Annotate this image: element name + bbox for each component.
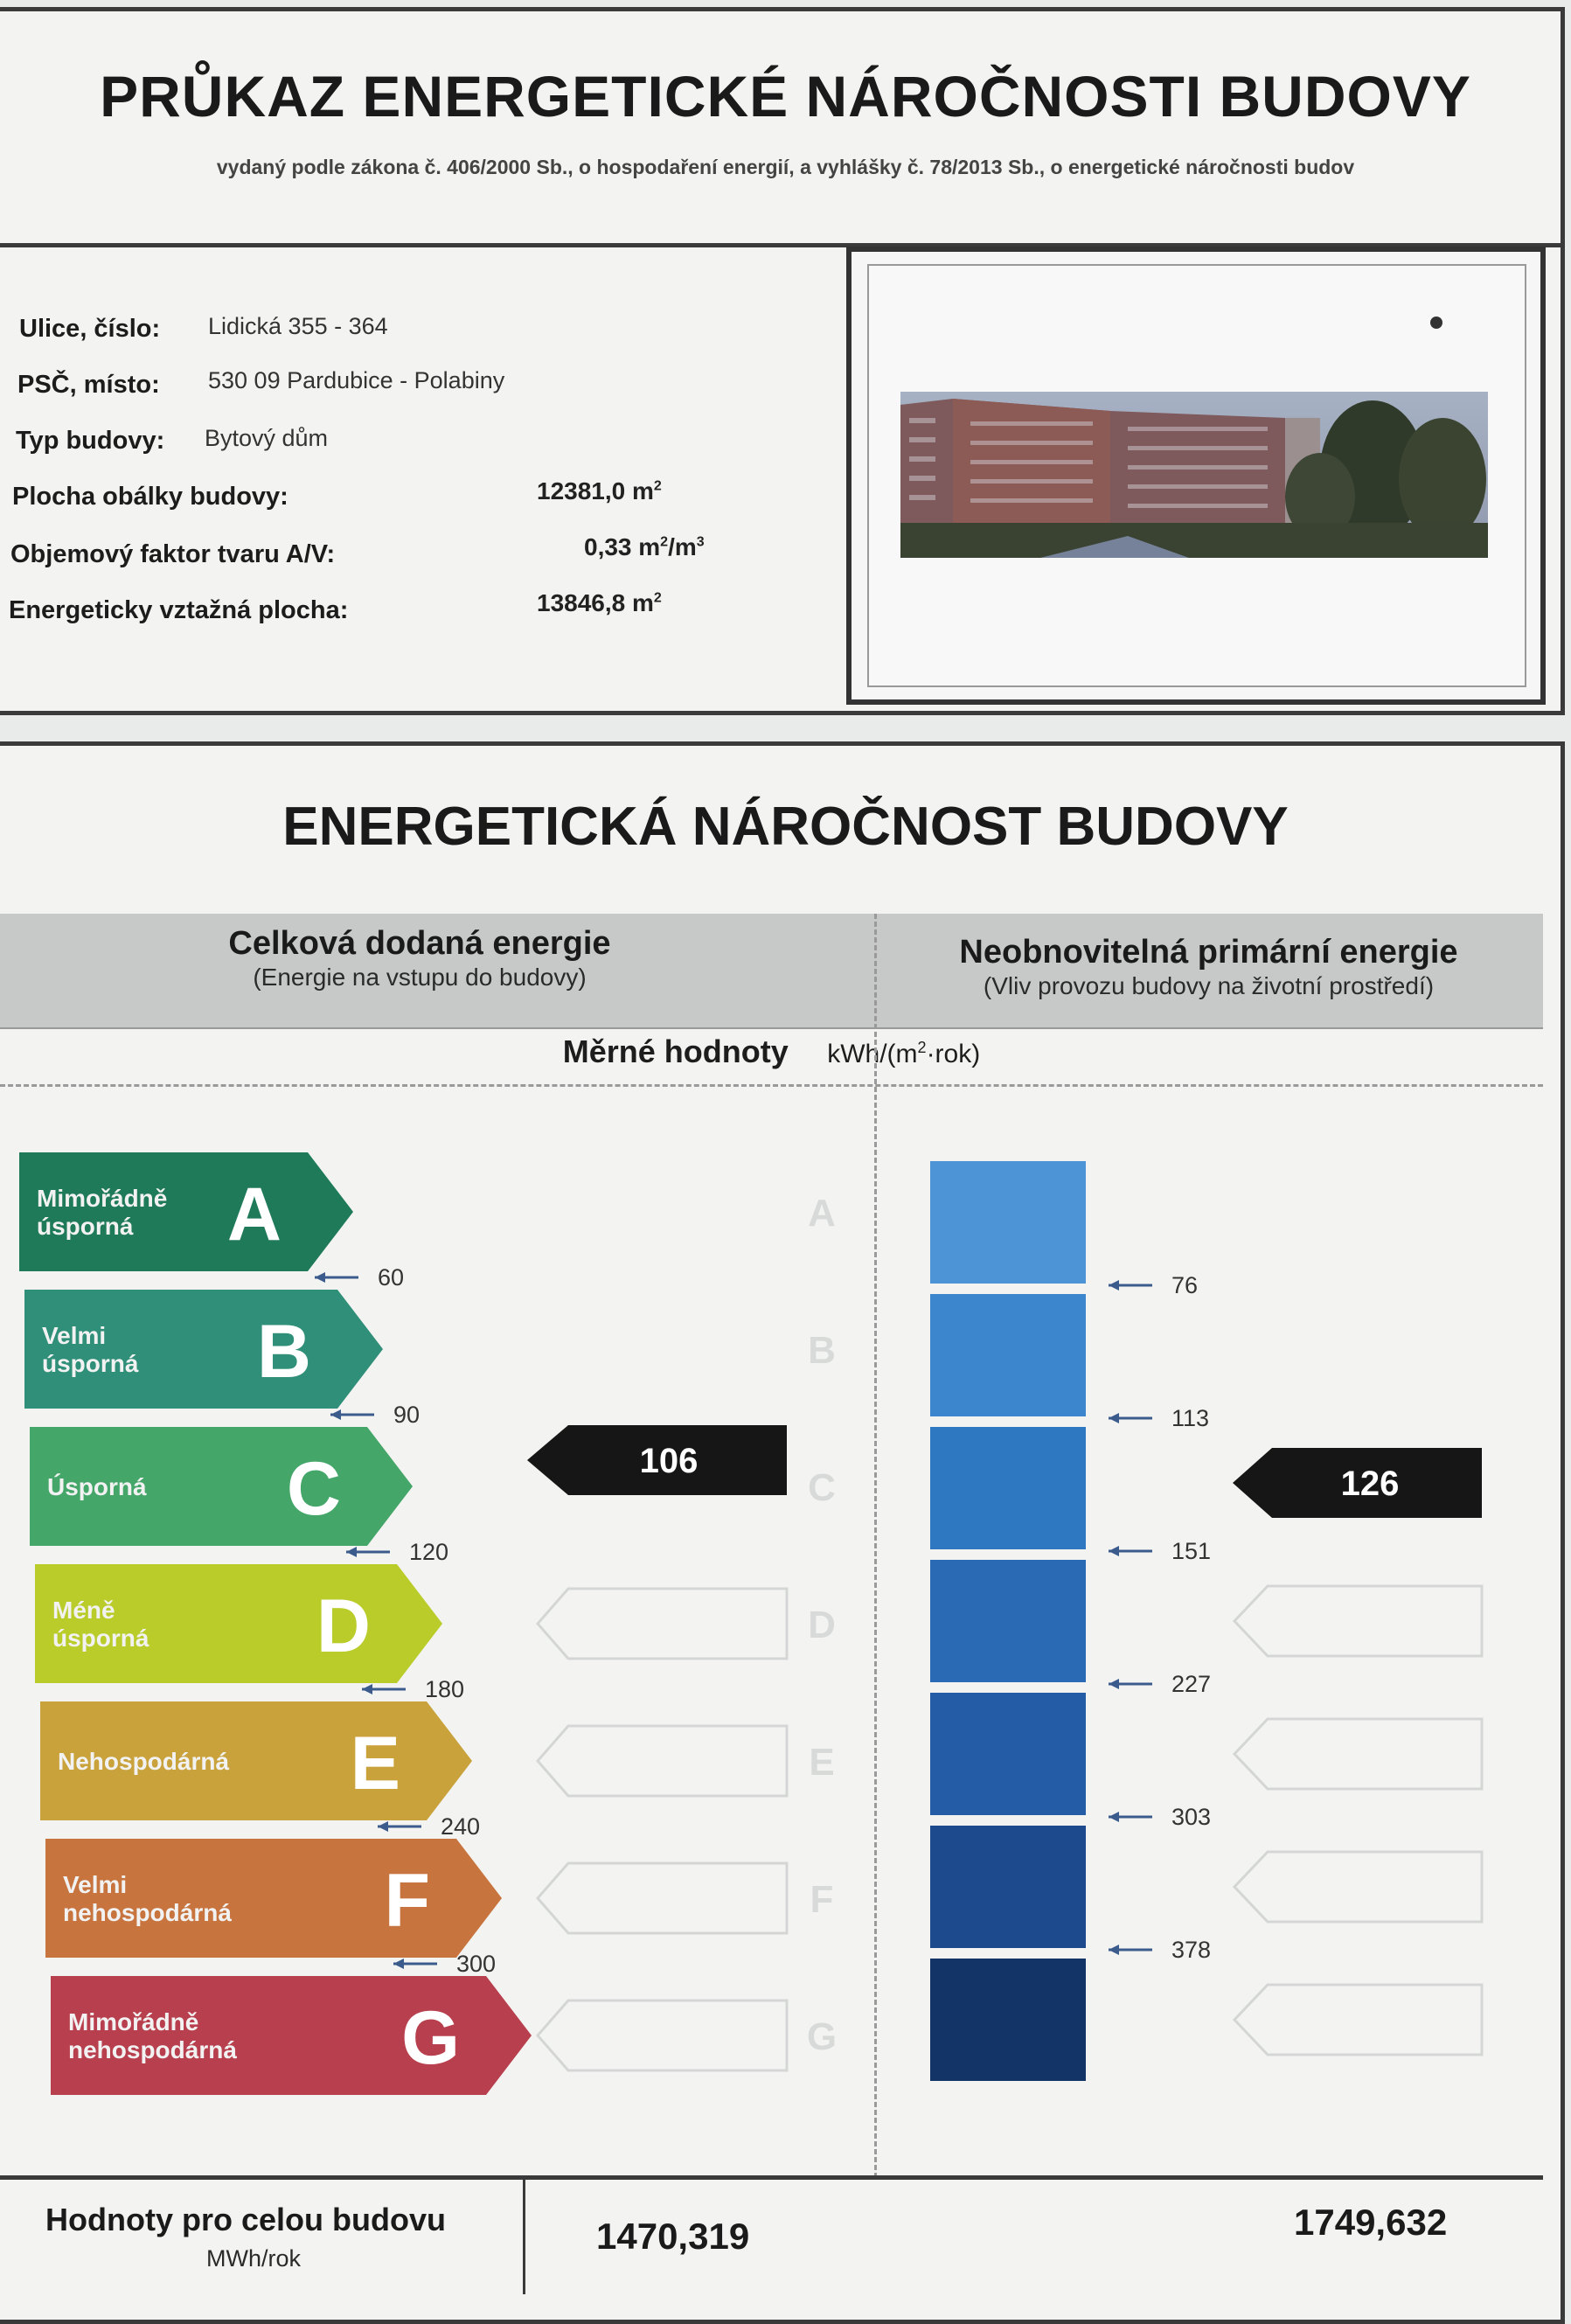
boundary-label: 90 bbox=[393, 1402, 421, 1428]
delivered-value: 106 bbox=[639, 1442, 699, 1480]
band-label-a: úsporná bbox=[37, 1213, 134, 1240]
primary-boundary-303 bbox=[1109, 1804, 1211, 1830]
primary-boundary-227 bbox=[1109, 1671, 1211, 1697]
units-divider bbox=[0, 1084, 1543, 1087]
units-row bbox=[0, 1033, 1543, 1070]
band-letter-g: G bbox=[401, 1996, 460, 2080]
primary-bar-e bbox=[930, 1693, 1086, 1815]
arrowhead-icon bbox=[378, 1821, 388, 1832]
band-label-e: Nehospodárná bbox=[58, 1748, 230, 1775]
ghost-indicator-d bbox=[538, 1589, 787, 1659]
boundary-label: 60 bbox=[378, 1264, 405, 1291]
band-shape-d bbox=[35, 1564, 442, 1683]
primary-boundary-label: 151 bbox=[1171, 1538, 1212, 1564]
type-value: Bytový dům bbox=[205, 425, 329, 451]
area-value: 13846,8 $m^2$ bbox=[537, 589, 662, 616]
band-shape-b bbox=[24, 1290, 383, 1409]
band-label-g: nehospodárná bbox=[68, 2036, 237, 2063]
totals-label: Hodnoty pro celou budovu bbox=[45, 2202, 446, 2237]
band-f bbox=[45, 1839, 502, 1958]
type-label: Typ budovy: bbox=[16, 427, 165, 455]
ghost-letter-b: B bbox=[808, 1329, 836, 1372]
primary-bar-d bbox=[930, 1560, 1086, 1682]
totals-divider bbox=[523, 2177, 525, 2294]
arrowhead-icon bbox=[330, 1409, 341, 1420]
boundary-label: 180 bbox=[425, 1676, 465, 1702]
band-letter-f: F bbox=[384, 1859, 430, 1943]
arrowhead-icon bbox=[362, 1684, 372, 1694]
primary-bar-g bbox=[930, 1959, 1086, 2081]
arrowhead-icon bbox=[1109, 1546, 1119, 1556]
arrowhead-icon bbox=[346, 1547, 357, 1557]
band-shape-a bbox=[19, 1152, 353, 1271]
band-label-b: úsporná bbox=[42, 1350, 139, 1377]
band-d bbox=[35, 1564, 442, 1683]
ghost-letter-f: F bbox=[810, 1878, 834, 1921]
units-value: kWh/$(m^2\cdot rok)$ bbox=[827, 1039, 981, 1068]
band-c bbox=[30, 1427, 413, 1546]
band-label-d: úsporná bbox=[52, 1625, 149, 1652]
band-label-c: Úsporná bbox=[47, 1473, 147, 1500]
band-label-b: Velmi bbox=[42, 1322, 107, 1349]
delivered-energy-chart bbox=[0, 1137, 874, 2125]
primary-boundary-label: 76 bbox=[1171, 1272, 1199, 1298]
primary-bar-a bbox=[930, 1161, 1086, 1284]
totals-primary: 1749,632 bbox=[1294, 2202, 1448, 2243]
document-title: PRŮKAZ ENERGETICKÉ NÁROČNOSTI BUDOVY bbox=[100, 64, 1471, 129]
primary-ghost-indicator-f bbox=[1234, 1852, 1482, 1922]
primary-energy-chart bbox=[874, 1137, 1543, 2125]
ghost-letter-a: A bbox=[808, 1192, 836, 1235]
primary-ghost-indicator-d bbox=[1234, 1586, 1482, 1656]
boundary-60 bbox=[315, 1264, 404, 1291]
primary-bar-f bbox=[930, 1826, 1086, 1948]
header-frame bbox=[0, 7, 1565, 252]
left-header-sub: (Energie na vstupu do budovy) bbox=[253, 964, 587, 991]
envelope-value: 12381,0 $m^2$ bbox=[537, 477, 662, 504]
arrowhead-icon bbox=[1109, 1413, 1119, 1423]
band-shape-f bbox=[45, 1839, 502, 1958]
street-label: Ulice, číslo: bbox=[19, 315, 161, 343]
totals-delivered: 1470,319 bbox=[596, 2216, 750, 2257]
primary-boundary-label: 303 bbox=[1171, 1804, 1212, 1830]
band-g bbox=[51, 1976, 532, 2095]
band-a bbox=[19, 1152, 353, 1271]
performance-title: ENERGETICKÁ NÁROČNOST BUDOVY bbox=[282, 797, 1289, 857]
primary-boundary-label: 227 bbox=[1171, 1671, 1212, 1697]
factor-value: 0,33 $m^2/m^3$ bbox=[584, 533, 705, 560]
band-letter-b: B bbox=[256, 1310, 311, 1394]
arrowhead-icon bbox=[393, 1959, 404, 1969]
boundary-label: 120 bbox=[409, 1539, 449, 1565]
boundary-label: 300 bbox=[456, 1951, 497, 1977]
primary-boundary-76 bbox=[1109, 1272, 1198, 1298]
psc-label: PSČ, místo: bbox=[17, 371, 160, 399]
band-label-a: Mimořádně bbox=[37, 1185, 168, 1212]
band-label-f: Velmi bbox=[63, 1871, 128, 1898]
primary-bar-b bbox=[930, 1294, 1086, 1416]
arrowhead-icon bbox=[1109, 1812, 1119, 1822]
left-header-title: Celková dodaná energie bbox=[228, 925, 611, 962]
band-label-g: Mimořádně bbox=[68, 2008, 199, 2035]
primary-boundary-378 bbox=[1109, 1937, 1211, 1963]
primary-ghost-indicator-e bbox=[1234, 1719, 1482, 1789]
primary-value: 126 bbox=[1340, 1465, 1400, 1503]
band-letter-c: C bbox=[286, 1447, 341, 1531]
arrowhead-icon bbox=[1109, 1679, 1119, 1689]
arrowhead-icon bbox=[1109, 1280, 1119, 1291]
primary-ghost-indicator-g bbox=[1234, 1985, 1482, 2055]
ghost-letter-e: E bbox=[809, 1741, 835, 1784]
right-header-sub: (Vliv provozu budovy na životní prostředí) bbox=[983, 972, 1435, 999]
band-label-d: Méně bbox=[52, 1597, 115, 1624]
psc-value: 530 09 Pardubice - Polabiny bbox=[208, 367, 505, 393]
ghost-indicator-e bbox=[538, 1726, 787, 1796]
band-letter-d: D bbox=[316, 1584, 371, 1668]
envelope-label: Plocha obálky budovy: bbox=[12, 483, 288, 511]
primary-boundary-151 bbox=[1109, 1538, 1211, 1564]
primary-boundary-113 bbox=[1109, 1405, 1209, 1431]
arrowhead-icon bbox=[315, 1272, 325, 1283]
totals-unit: MWh/rok bbox=[206, 2245, 301, 2272]
boundary-label: 240 bbox=[441, 1813, 481, 1840]
factor-label: Objemový faktor tvaru A/V: bbox=[10, 540, 336, 568]
primary-boundary-label: 113 bbox=[1171, 1405, 1210, 1431]
band-letter-a: A bbox=[226, 1172, 282, 1256]
right-header-title: Neobnovitelná primární energie bbox=[959, 934, 1458, 971]
street-value: Lidická 355 - 364 bbox=[208, 313, 388, 339]
band-b bbox=[24, 1290, 383, 1409]
band-e bbox=[40, 1701, 472, 1820]
document-subtitle: vydaný podle zákona č. 406/2000 Sb., o hospodaření energií, a vyhlášky č. 78/2013 Sb., o energetické náročnosti budov bbox=[216, 156, 1355, 178]
ghost-indicator-g bbox=[538, 2000, 787, 2070]
boundary-90 bbox=[330, 1402, 420, 1428]
pin-dot-icon bbox=[1430, 317, 1442, 329]
ghost-letter-c: C bbox=[808, 1466, 836, 1509]
band-letter-e: E bbox=[350, 1722, 400, 1806]
arrowhead-icon bbox=[1109, 1945, 1119, 1955]
units-label: Měrné hodnoty bbox=[562, 1033, 789, 1069]
ghost-letter-g: G bbox=[806, 2015, 838, 2058]
ghost-letter-d: D bbox=[808, 1604, 836, 1646]
building-photo bbox=[900, 392, 1488, 558]
band-label-f: nehospodárná bbox=[63, 1899, 232, 1926]
ghost-indicator-f bbox=[538, 1863, 787, 1933]
area-label: Energeticky vztažná plocha: bbox=[9, 596, 349, 624]
primary-bar-c bbox=[930, 1427, 1086, 1549]
primary-boundary-label: 378 bbox=[1171, 1937, 1212, 1963]
